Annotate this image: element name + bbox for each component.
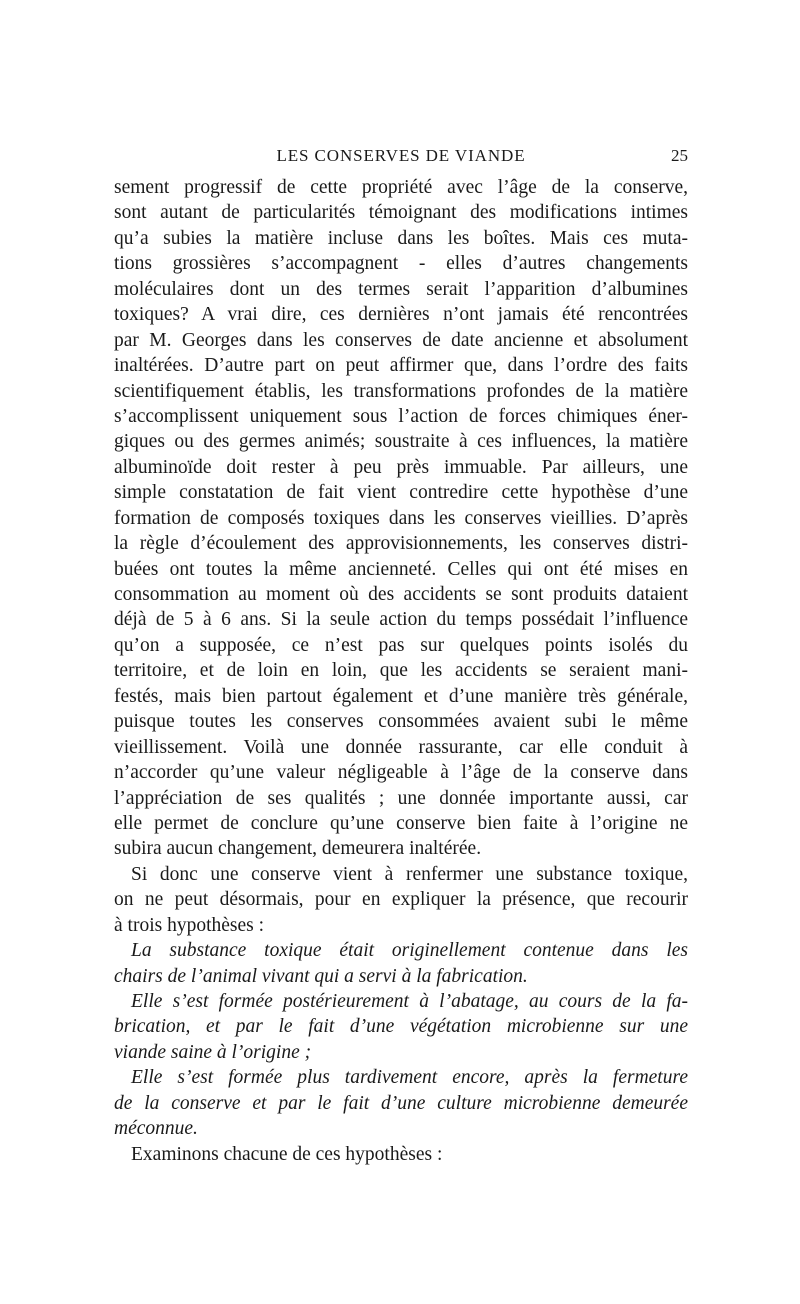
running-header [114, 143, 688, 171]
hypothesis-one-line: chairs de l’animal vivant qui a servi à la fabrication. [114, 965, 528, 987]
hypothesis-two-line: brication, et par le fait d’une végétation microbienne sur une [114, 1016, 688, 1038]
text-line: qu’a subies la matière incluse dans les boîtes. Mais ces muta- [114, 227, 688, 249]
text-line: s’accomplissent uniquement sous l’action de forces chimiques éner- [114, 405, 688, 427]
text-line: par M. Georges dans les conserves de date ancienne et absolument [114, 329, 688, 351]
text-line: moléculaires dont un des termes serait l’apparition d’albumines [114, 278, 688, 300]
text-line: festés, mais bien partout également et d’une manière très générale, [114, 685, 688, 707]
text-line: puisque toutes les conserves consommées avaient subi le même [114, 711, 688, 733]
body-text [114, 175, 688, 1167]
text-line: déjà de 5 à 6 ans. Si la seule action du temps possédait l’influence [114, 609, 688, 631]
text-line: on ne peut désormais, pour en expliquer la présence, que recourir [114, 889, 688, 911]
hypothesis-one-line: La substance toxique était originellement contenue dans les [131, 940, 688, 962]
text-line: l’appréciation de ses qualités ; une donnée importante aussi, car [114, 787, 688, 809]
text-line: simple constatation de fait vient contredire cette hypothèse d’une [114, 482, 688, 504]
text-line: formation de composés toxiques dans les conserves vieillies. D’après [114, 507, 688, 529]
paragraph-end-line: subira aucun changement, demeurera inaltérée. [114, 838, 482, 860]
hypothesis-two-line: Elle s’est formée postérieurement à l’abatage, au cours de la fa- [131, 991, 688, 1012]
text-line: sement progressif de cette propriété avec l’âge de la conserve, [114, 177, 688, 198]
text-line: inaltérées. D’autre part on peut affirmer que, dans l’ordre des faits [114, 355, 688, 377]
text-line: n’accorder qu’une valeur négligeable à l’âge de la conserve dans [114, 762, 688, 784]
text-line: tions grossières s’accompagnent - elles d’autres changements [114, 253, 688, 275]
text-line: albuminoïde doit rester à peu près immuable. Par ailleurs, une [114, 456, 688, 478]
text-line: giques ou des germes animés; soustraite à ces influences, la matière [114, 431, 688, 453]
closing-line: Examinons chacune de ces hypothèses : [131, 1143, 443, 1165]
text-line: la règle d’écoulement des approvisionnements, les conserves distri- [114, 533, 688, 555]
hypothesis-three-line: Elle s’est formée plus tardivement encore, après la fermeture [131, 1067, 688, 1089]
hypothesis-three-line: méconnue. [114, 1118, 198, 1140]
text-line: toxiques? A vrai dire, ces dernières n’ont jamais été rencontrées [114, 304, 688, 326]
text-line: consommation au moment où des accidents se sont produits dataient [114, 584, 688, 605]
text-line: buées ont toutes la même ancienneté. Celles qui ont été mises en [114, 558, 688, 580]
text-line: scientifiquement établis, les transformations profondes de la matière [114, 380, 688, 402]
text-line: territoire, et de loin en loin, que les accidents se seraient mani- [114, 660, 688, 682]
text-line: elle permet de conclure qu’une conserve bien faite à l’origine ne [114, 812, 688, 834]
hypothesis-two-line: viande saine à l’origine ; [114, 1041, 312, 1063]
text-line: qu’on a supposée, ce n’est pas sur quelques points isolés du [114, 634, 688, 656]
text-line: sont autant de particularités témoignant des modifications intimes [114, 202, 688, 224]
paragraph-start-line: Si donc une conserve vient à renfermer une substance toxique, [131, 863, 688, 885]
page-number: 25 [671, 146, 688, 165]
text-line: vieillissement. Voilà une donnée rassurante, car elle conduit à [114, 736, 688, 758]
running-title: LES CONSERVES DE VIANDE [276, 146, 526, 165]
paragraph-end-line: à trois hypothèses : [114, 914, 265, 936]
hypothesis-three-line: de la conserve et par le fait d’une culture microbienne demeurée [114, 1092, 688, 1114]
